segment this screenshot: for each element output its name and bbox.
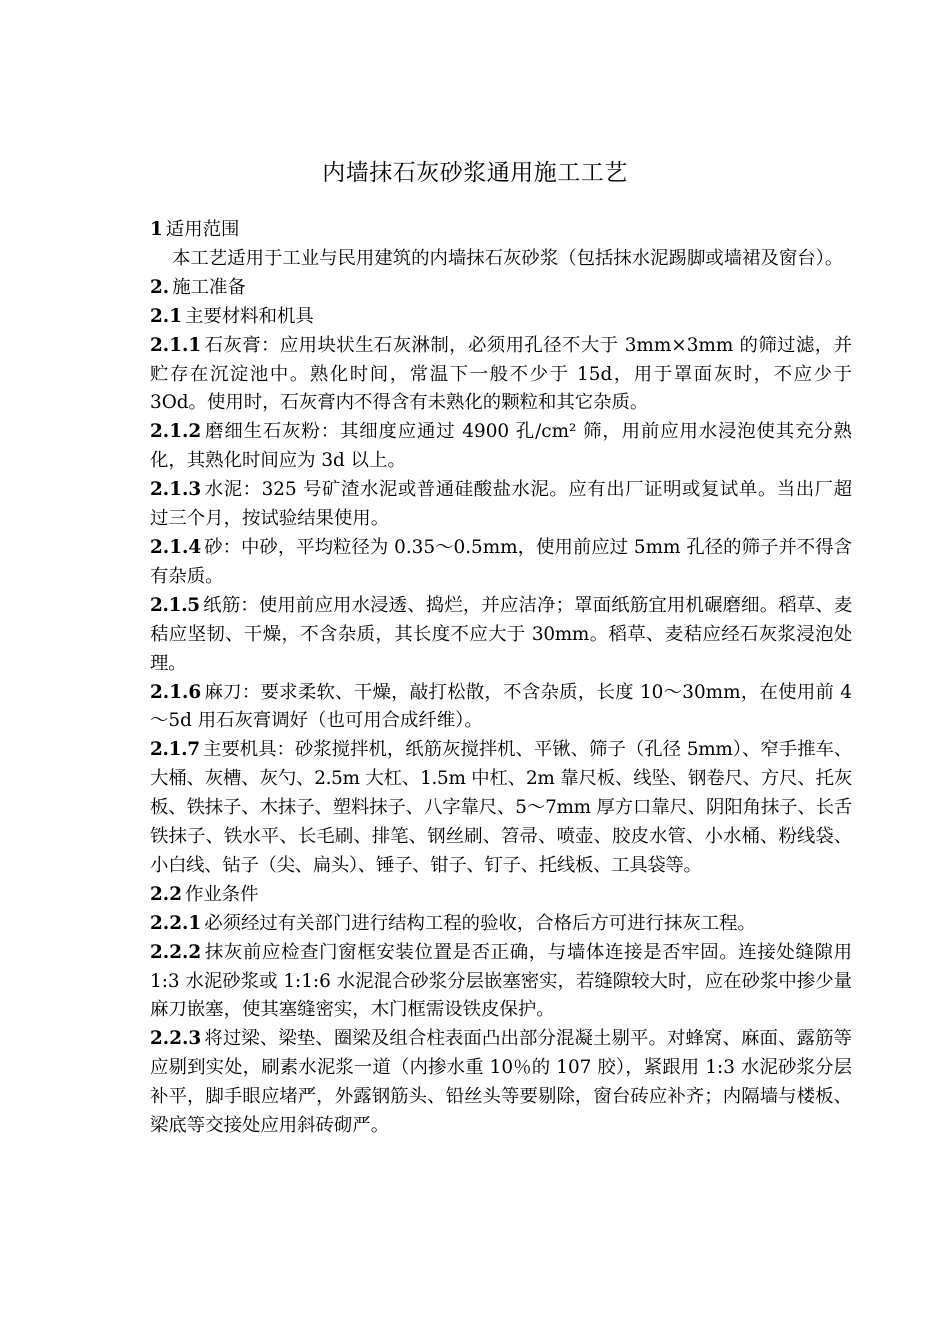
section-number: 1 xyxy=(150,219,163,240)
section-2 xyxy=(150,274,852,303)
section-2-1-7 xyxy=(150,736,852,881)
section-2-2 xyxy=(150,881,852,910)
section-number: 2.1 xyxy=(150,305,182,327)
section-text: 必须经过有关部门进行结构工程的验收，合格后方可进行抹灰工程。 xyxy=(204,912,756,934)
section-text: 磨细生石灰粉：其细度应通过 4900 孔/cm² 筛，用前应用水浸泡使其充分熟化，其熟化时间应为 3d 以上。 xyxy=(150,421,852,472)
section-number: 2.1.5 xyxy=(150,594,200,616)
section-text: 石灰膏：应用块状生石灰淋制，必须用孔径不大于 3mm×3mm 的筛过滤，并贮存在沉淀池中。熟化时间，常温下一般不少于 15d，用于罩面灰时，不应少于 3Od。使用时，石灰膏内不得含有未熟化的颗粒和其它杂质。 xyxy=(150,334,852,414)
section-2-1-5 xyxy=(150,592,852,679)
section-text: 适用范围 xyxy=(165,219,240,240)
section-2-1-2 xyxy=(150,418,852,476)
paragraph-text: 本工艺适用于工业与民用建筑的内墙抹石灰砂浆（包括抹水泥踢脚或墙裙及窗台）。 xyxy=(172,247,844,269)
section-text: 纸筋：使用前应用水浸透、捣烂，并应洁净；罩面纸筋宜用机碾磨细。稻草、麦秸应坚韧、干燥，不含杂质，其长度不应大于 30mm。稻草、麦秸应经石灰浆浸泡处理。 xyxy=(150,594,852,674)
document-title: 内墙抹石灰砂浆通用施工工艺 xyxy=(322,160,628,186)
section-2-1-6 xyxy=(150,679,852,737)
section-2-2-2 xyxy=(150,939,852,1026)
section-number: 2.2.2 xyxy=(150,941,202,963)
section-number: 2.2.3 xyxy=(150,1028,202,1050)
section-number: 2.1.2 xyxy=(150,421,202,443)
section-2-2-1 xyxy=(150,910,852,939)
section-text: 水泥：325 号矿渣水泥或普通硅酸盐水泥。应有出厂证明或复试单。当出厂超过三个月，按试验结果使用。 xyxy=(150,479,852,530)
section-number: 2.1.1 xyxy=(150,334,202,356)
section-2-1 xyxy=(150,303,852,332)
section-text: 麻刀：要求柔软、干燥，敲打松散，不含杂质，长度 10～30mm，在使用前 4～5d 用石灰膏调好（也可用合成纤维）。 xyxy=(150,681,852,732)
section-2-1-1 xyxy=(150,332,852,419)
section-text: 主要机具：砂浆搅拌机，纸筋灰搅拌机、平锹、筛子（孔径 5mm）、窄手推车、大桶、灰槽、灰勺、2.5m 大杠、1.5m 中杠、2m 靠尺板、线坠、钢卷尺、方尺、托灰板、铁抹子、木抹子、塑料抹子、八字靠尺、5～7mm 厚方口靠尺、阴阳角抹子、长舌铁抹子、铁水平、长毛刷、排笔、钢丝刷、笤帚、喷壶、胶皮水管、小水桶、粉线袋、小白线、钻子（尖、扁头）、锤子、钳子、钉子、托线板、工具袋等。 xyxy=(150,739,852,876)
section-number: 2.1.3 xyxy=(150,479,202,501)
section-text: 作业条件 xyxy=(185,883,259,905)
section-2-1-4 xyxy=(150,534,852,592)
section-number: 2.1.6 xyxy=(150,681,202,703)
section-number: 2.2.1 xyxy=(150,912,202,934)
section-text: 砂：中砂，平均粒径为 0.35～0.5mm，使用前应过 5mm 孔径的筛子并不得含有杂质。 xyxy=(150,536,852,587)
section-text: 施工准备 xyxy=(172,276,246,298)
section-2-1-3 xyxy=(150,476,852,534)
section-number: 2.1.4 xyxy=(150,536,202,558)
document-body xyxy=(150,216,852,1141)
section-text: 抹灰前应检查门窗框安装位置是否正确，与墙体连接是否牢固。连接处缝隙用 1:3 水泥砂浆或 1:1:6 水泥混合砂浆分层嵌塞密实，若缝隙较大时，应在砂浆中掺少量麻刀嵌塞，使其塞缝密实，木门框需设铁皮保护。 xyxy=(150,941,852,1021)
section-text: 将过梁、梁垫、圈梁及组合柱表面凸出部分混凝土剔平。对蜂窝、麻面、露筋等应剔到实处，刷素水泥浆一道（内掺水重 10％的 107 胶），紧跟用 1:3 水泥砂浆分层补平，脚手眼应堵严，外露钢筋头、铅丝头等要剔除，窗台砖应补齐；内隔墙与楼板、梁底等交接处应用斜砖砌严。 xyxy=(150,1028,852,1137)
section-2-2-3 xyxy=(150,1025,852,1141)
section-1 xyxy=(150,216,852,245)
paragraph-scope xyxy=(150,245,852,274)
section-text: 主要材料和机具 xyxy=(185,305,314,327)
section-number: 2. xyxy=(150,276,170,298)
section-number: 2.2 xyxy=(150,883,182,905)
section-number: 2.1.7 xyxy=(150,739,200,761)
